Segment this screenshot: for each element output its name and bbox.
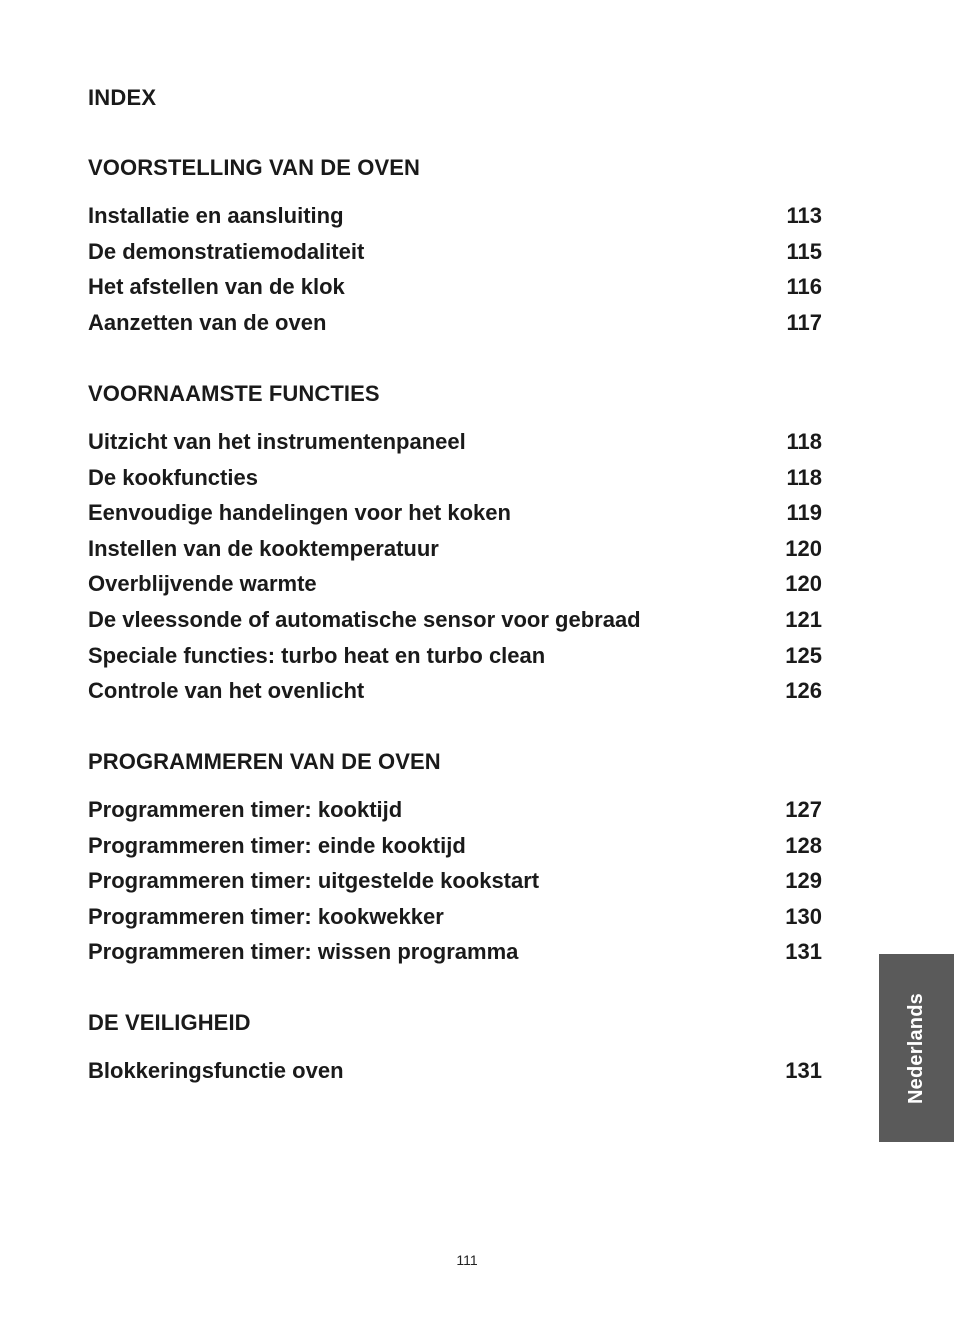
toc-entry[interactable] bbox=[88, 903, 822, 939]
toc-entry[interactable] bbox=[88, 499, 822, 535]
toc-entry-page: 117 bbox=[786, 309, 822, 335]
section-programmeren bbox=[88, 748, 822, 974]
toc-entry-page: 130 bbox=[785, 903, 822, 929]
toc-entry-page: 120 bbox=[785, 571, 822, 597]
page-title: INDEX bbox=[88, 85, 157, 110]
toc-entry-label: De kookfuncties bbox=[88, 464, 258, 490]
toc-entry-page: 131 bbox=[785, 1058, 822, 1083]
toc-entry-label: Instellen van de kooktemperatuur bbox=[88, 535, 439, 561]
toc-entry-label: Uitzicht van het instrumentenpaneel bbox=[88, 429, 466, 454]
toc-entry-label: Programmeren timer: uitgestelde kookstart bbox=[88, 868, 540, 894]
language-tab bbox=[879, 954, 954, 1142]
toc-entry[interactable] bbox=[88, 570, 822, 606]
toc-entry-page: 121 bbox=[785, 606, 822, 632]
section-heading: DE VEILIGHEID bbox=[88, 1010, 251, 1035]
toc-entry-label: Eenvoudige handelingen voor het koken bbox=[88, 500, 511, 526]
section-functies bbox=[88, 380, 822, 713]
toc-entry[interactable] bbox=[88, 606, 822, 642]
toc-entry-label: Programmeren timer: kooktijd bbox=[88, 797, 403, 822]
section-voorstelling bbox=[88, 154, 822, 344]
toc-entry-page: 131 bbox=[785, 939, 822, 965]
toc-entry[interactable] bbox=[88, 238, 822, 274]
toc-entry-page: 119 bbox=[786, 500, 822, 526]
toc-entry-page: 125 bbox=[785, 642, 822, 668]
toc-entry-label: Controle van het ovenlicht bbox=[88, 678, 365, 704]
section-heading: VOORNAAMSTE FUNCTIES bbox=[88, 381, 380, 406]
toc-entry-label: Blokkeringsfunctie oven bbox=[88, 1058, 344, 1083]
toc-entry-label: De vleessonde of automatische sensor voor gebraad bbox=[88, 606, 641, 632]
toc-entry-label: Overblijvende warmte bbox=[88, 571, 317, 597]
toc-entry-page: 113 bbox=[786, 203, 822, 228]
toc-entry-page: 118 bbox=[786, 429, 822, 454]
toc-entry-label: Installatie en aansluiting bbox=[88, 203, 344, 228]
language-tab-label: Nederlands bbox=[905, 992, 927, 1104]
toc-entry[interactable] bbox=[88, 202, 822, 238]
toc-entry[interactable] bbox=[88, 867, 822, 903]
toc-entry-page: 126 bbox=[785, 678, 822, 704]
toc-entry-label: Programmeren timer: wissen programma bbox=[88, 939, 519, 965]
section-heading: PROGRAMMEREN VAN DE OVEN bbox=[88, 749, 441, 774]
toc-entry-page: 116 bbox=[786, 274, 822, 300]
toc-entry-page: 127 bbox=[785, 797, 822, 822]
toc-entry-label: Programmeren timer: kookwekker bbox=[88, 903, 444, 929]
toc-entry-label: De demonstratiemodaliteit bbox=[88, 238, 365, 264]
toc-entry[interactable] bbox=[88, 464, 822, 500]
toc-entry[interactable] bbox=[88, 309, 822, 345]
toc-entry-label: Aanzetten van de oven bbox=[88, 309, 327, 335]
toc-entry[interactable] bbox=[88, 832, 822, 868]
toc-entry[interactable] bbox=[88, 642, 822, 678]
section-veiligheid bbox=[88, 1009, 822, 1093]
toc-entry-page: 129 bbox=[785, 868, 822, 894]
page-number: 111 bbox=[456, 1252, 478, 1268]
toc-entry-page: 120 bbox=[785, 535, 822, 561]
toc-entry[interactable] bbox=[88, 428, 822, 464]
toc-entry[interactable] bbox=[88, 273, 822, 309]
toc-entry[interactable] bbox=[88, 677, 822, 713]
toc-entry-label: Speciale functies: turbo heat en turbo clean bbox=[88, 642, 546, 668]
toc-entry[interactable] bbox=[88, 796, 822, 832]
toc-entry[interactable] bbox=[88, 938, 822, 974]
toc-entry-page: 118 bbox=[786, 464, 822, 490]
section-heading: VOORSTELLING VAN DE OVEN bbox=[88, 155, 421, 180]
toc-entry[interactable] bbox=[88, 535, 822, 571]
toc-entry-page: 128 bbox=[785, 832, 822, 858]
toc-entry-page: 115 bbox=[786, 238, 822, 264]
toc-entry-label: Het afstellen van de klok bbox=[88, 274, 345, 300]
toc-entry[interactable] bbox=[88, 1057, 822, 1093]
toc-entry-label: Programmeren timer: einde kooktijd bbox=[88, 832, 466, 858]
